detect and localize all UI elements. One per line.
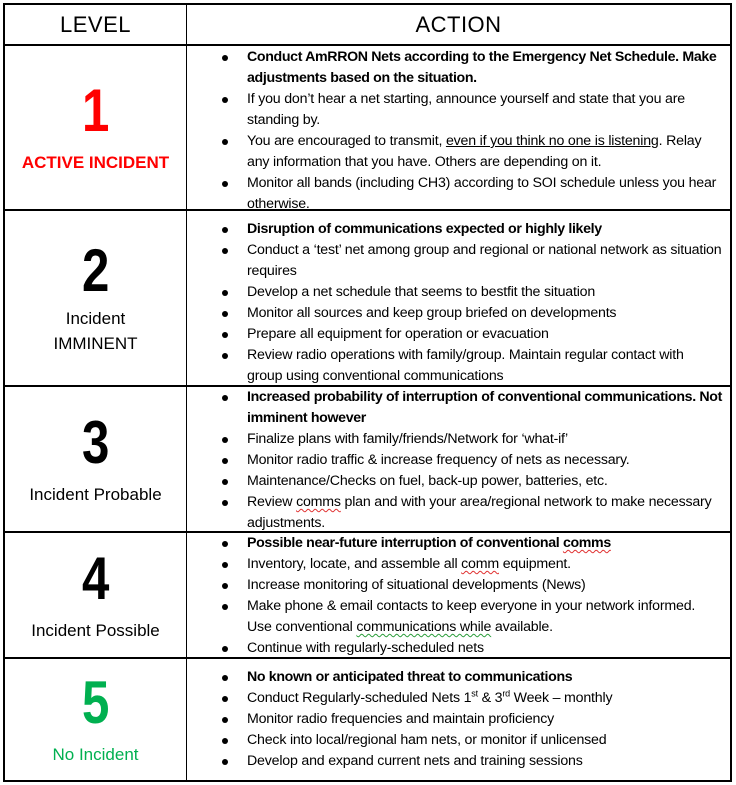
- level-label: No Incident: [52, 745, 139, 764]
- action-item: Check into local/regional ham nets, or monitor if unlicensed: [187, 730, 730, 751]
- spellcheck-text: comms: [562, 535, 611, 551]
- level-row-4: [5, 533, 730, 659]
- level-cell: [5, 659, 187, 780]
- action-item: Review radio operations with family/group. Maintain regular contact with group using conventional communications: [187, 345, 730, 387]
- level-cell: [5, 211, 187, 385]
- level-number: 2: [81, 237, 110, 304]
- level-label-line1: Incident: [65, 309, 126, 328]
- table-header-row: [5, 5, 730, 46]
- ordinal-suffix: rd: [502, 688, 510, 699]
- level-cell: [5, 46, 187, 209]
- action-item: Continue with regularly-scheduled nets: [187, 638, 730, 659]
- action-item: Monitor all bands (including CH3) according to SOI schedule unless you hear otherwise.: [187, 173, 730, 215]
- action-item: Conduct AmRRON Nets according to the Emergency Net Schedule. Make adjustments based on the situation.: [187, 47, 730, 89]
- action-cell: [187, 659, 730, 780]
- action-text: & 3: [477, 690, 503, 706]
- action-item: [187, 554, 730, 575]
- level-number: 1: [81, 77, 110, 144]
- action-list: [187, 533, 730, 659]
- action-text: equipment.: [498, 556, 571, 572]
- action-text: Possible near-future interruption of conventional: [247, 535, 563, 551]
- level-cell: [5, 533, 187, 657]
- action-item: Monitor radio frequencies and maintain proficiency: [187, 709, 730, 730]
- spellcheck-text: comms: [296, 494, 341, 510]
- action-item: Maintenance/Checks on fuel, back-up power, batteries, etc.: [187, 471, 730, 492]
- action-item: Develop and expand current nets and training sessions: [187, 751, 730, 772]
- level-number: 5: [81, 669, 110, 736]
- action-item: [187, 131, 730, 173]
- action-text: Conduct Regularly-scheduled Nets 1: [247, 690, 472, 706]
- action-text: Week – monthly: [509, 690, 613, 706]
- action-text: available.: [491, 619, 553, 635]
- action-item: [187, 492, 730, 534]
- action-item: If you don’t hear a net starting, announce yourself and state that you are standing by.: [187, 89, 730, 131]
- level-row-1: [5, 46, 730, 211]
- action-item: Increase monitoring of situational developments (News): [187, 575, 730, 596]
- action-item: [187, 688, 730, 709]
- action-item: No known or anticipated threat to communications: [187, 667, 730, 688]
- underlined-text: even if you think no one is listening: [445, 133, 659, 149]
- action-list: [187, 659, 730, 772]
- action-item: Increased probability of interruption of conventional communications. Not imminent however: [187, 387, 730, 429]
- level-row-5: [5, 659, 730, 780]
- level-label-line2: IMMINENT: [53, 334, 138, 353]
- action-item: Prepare all equipment for operation or evacuation: [187, 324, 730, 345]
- action-item: Monitor radio traffic & increase frequency of nets as necessary.: [187, 450, 730, 471]
- action-text: You are encouraged to transmit,: [247, 133, 446, 149]
- level-number: 4: [81, 544, 110, 612]
- action-cell: [187, 211, 730, 385]
- level-cell: [5, 387, 187, 531]
- header-level: LEVEL: [5, 5, 187, 44]
- action-item: Finalize plans with family/friends/Network for ‘what-if’: [187, 429, 730, 450]
- action-list: [187, 387, 730, 534]
- action-item: [187, 596, 730, 638]
- level-label: Incident Possible: [31, 620, 160, 640]
- level-row-3: [5, 387, 730, 533]
- action-item: Conduct a ‘test’ net among group and regional or national network as situation requires: [187, 240, 730, 282]
- action-text: Review: [247, 494, 297, 510]
- level-number: 3: [81, 408, 110, 476]
- action-cell: [187, 387, 730, 531]
- level-label: ACTIVE INCIDENT: [21, 153, 170, 172]
- spellcheck-text: comm: [461, 556, 499, 572]
- action-item: Disruption of communications expected or highly likely: [187, 219, 730, 240]
- action-text: Inventory, locate, and assemble all: [247, 556, 462, 572]
- action-cell: [187, 46, 730, 212]
- action-cell: [187, 533, 730, 657]
- header-action: ACTION: [415, 11, 502, 37]
- action-text: . Relay any information that you have. Others are depending on it.: [247, 133, 702, 170]
- action-item: [187, 533, 730, 554]
- ordinal-suffix: st: [471, 688, 478, 699]
- level-label: Incident Probable: [29, 484, 162, 504]
- level-row-2: [5, 211, 730, 387]
- alert-level-table: [3, 3, 732, 782]
- grammar-check-text: communications while: [356, 619, 492, 635]
- action-text: Make phone & email contacts to keep everyone in your network informed. Use conventional: [247, 598, 696, 635]
- action-list: [187, 46, 730, 215]
- action-list: [187, 211, 730, 387]
- action-item: Monitor all sources and keep group briefed on developments: [187, 303, 730, 324]
- action-item: Develop a net schedule that seems to bestfit the situation: [187, 282, 730, 303]
- action-text: plan and with your area/regional network to make necessary adjustments.: [247, 494, 712, 531]
